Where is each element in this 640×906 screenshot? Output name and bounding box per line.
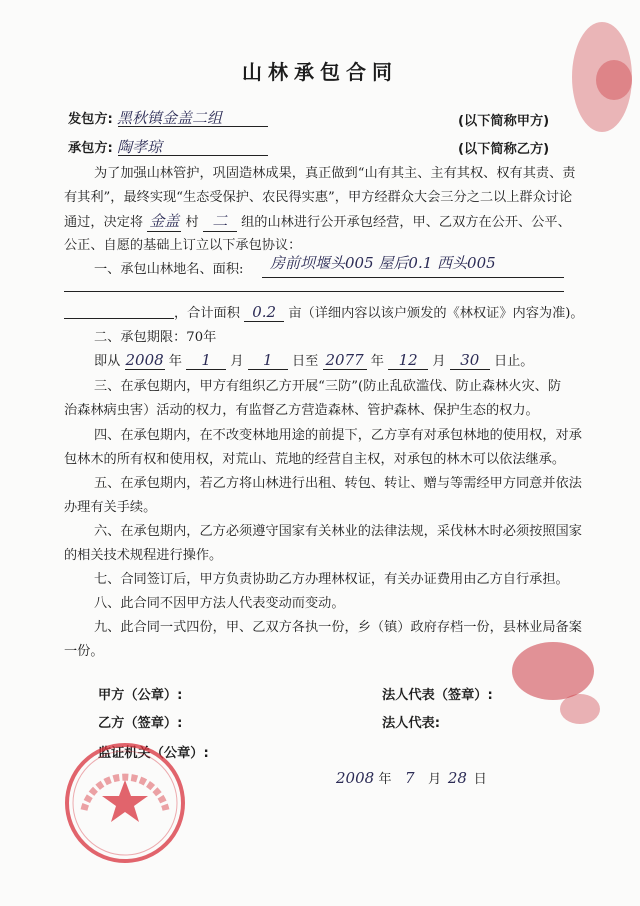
party-b-underline bbox=[118, 155, 268, 156]
item5-line-1: 五、在承包期内，若乙方将山林进行出租、转包、转让、赠与等需经甲方同意并依法 bbox=[94, 476, 582, 491]
party-a-underline bbox=[118, 126, 268, 127]
official-seal-stamp bbox=[62, 740, 188, 866]
date-day: 28 bbox=[447, 769, 467, 787]
end-day: 30 bbox=[450, 351, 490, 370]
item8: 八、此合同不因甲方法人代表变动而变动。 bbox=[94, 596, 345, 611]
fingerprint-stain-small bbox=[560, 694, 600, 724]
start-month: 1 bbox=[186, 351, 226, 370]
contract-title: 山林承包合同 bbox=[242, 60, 398, 84]
supervisor-label: 监证机关（公章）: bbox=[98, 746, 209, 761]
end-year: 2077 bbox=[323, 351, 367, 370]
village-name: 金盖 bbox=[149, 212, 180, 230]
intro-3-part-a: 通过，决定将 bbox=[64, 215, 144, 230]
fingerprint-stain bbox=[512, 642, 594, 700]
intro-line-2: 有其利”，最终实现“生态受保护、农民得实惠”，甲方经群众大会三分之二以上群众讨论 bbox=[64, 190, 573, 205]
sign-date bbox=[336, 768, 487, 787]
item1-underline-2 bbox=[64, 291, 564, 292]
party-b-label: 承包方: bbox=[68, 141, 113, 156]
period-prefix: 即从 bbox=[94, 354, 121, 369]
item5-line-2: 办理有关手续。 bbox=[64, 500, 157, 515]
item6-line-2: 的相关技术规程进行操作。 bbox=[64, 548, 223, 563]
intro-line-3 bbox=[64, 210, 571, 232]
party-b-sign-label: 乙方（签章）: bbox=[98, 716, 183, 731]
item1-total-part-a: ，合计面积 bbox=[174, 306, 240, 321]
item1-underline-1 bbox=[262, 277, 564, 278]
item4-line-1: 四、在承包期内，在不改变林地用途的前提下，乙方享有对承包林地的使用权，对承 bbox=[94, 428, 582, 443]
item6-line-1: 六、在承包期内，乙方必须遵守国家有关林业的法律法规，采伐林木时必须按照国家 bbox=[94, 524, 582, 539]
start-year: 2008 bbox=[125, 351, 164, 369]
item3-line-1: 三、在承包期内，甲方有组织乙方开展“三防”(防止乱砍滥伐、防止森林火灾、防 bbox=[94, 379, 562, 394]
date-day-char: 日 bbox=[473, 772, 487, 787]
item2-term: 二、承包期限：70年 bbox=[94, 330, 217, 345]
party-a-alias: (以下简称甲方) bbox=[458, 114, 550, 129]
item1-total-part-b: 亩（详细内容以该户颁发的《林权证》内容为准)。 bbox=[288, 306, 584, 321]
item1-underline-3 bbox=[64, 318, 174, 319]
item1-label: 一、承包山林地名、面积: bbox=[94, 262, 244, 277]
party-a-label: 发包方: bbox=[68, 112, 113, 127]
intro-line-4: 公正、自愿的基础上订立以下承包协议： bbox=[64, 238, 302, 253]
date-month: 7 bbox=[405, 769, 415, 787]
item1-location-value: 房前坝堰头005 屋后0.1 西头005 bbox=[270, 254, 496, 272]
intro-line-1: 为了加强山林管护，巩固造林成果，真正做到“山有其主、主有其权、权有其责、责 bbox=[94, 166, 576, 181]
item3-line-2: 治森林病虫害）活动的权力，有监督乙方营造森林、管护森林、保护生态的权力。 bbox=[64, 403, 539, 418]
party-b-rep-label: 法人代表: bbox=[382, 716, 441, 731]
date-month-char: 月 bbox=[427, 772, 442, 787]
period-day-1: 日至 bbox=[291, 354, 319, 369]
intro-3-part-c: 组的山林进行公开承包经营，甲、乙双方在公开、公平、 bbox=[241, 215, 571, 230]
item7: 七、合同签订后，甲方负责协助乙方办理林权证，有关办证费用由乙方自行承担。 bbox=[94, 572, 569, 587]
party-b-alias: (以下简称乙方) bbox=[458, 142, 550, 157]
item4-line-2: 包林木的所有权和使用权，对荒山、荒地的经营自主权，对承包的林木可以依法继承。 bbox=[64, 452, 566, 467]
end-month: 12 bbox=[388, 351, 428, 370]
party-a-rep-label: 法人代表（签章）: bbox=[382, 688, 493, 703]
period-year-1: 年 bbox=[168, 354, 182, 369]
party-b-row bbox=[68, 136, 162, 157]
period-row bbox=[94, 350, 534, 370]
item1-total-row bbox=[174, 302, 584, 322]
item9-line-1: 九、此合同一式四份，甲、乙双方各执一份，乡（镇）政府存档一份，县林业局备案 bbox=[94, 620, 582, 635]
party-a-value: 黑秋镇金盖二组 bbox=[117, 109, 223, 127]
period-end: 日止。 bbox=[493, 354, 534, 369]
intro-3-part-b: 村 bbox=[185, 215, 199, 230]
group-number: 二 bbox=[203, 210, 237, 232]
period-year-2: 年 bbox=[370, 354, 384, 369]
start-day: 1 bbox=[248, 351, 288, 370]
item9-line-2: 一份。 bbox=[64, 644, 104, 659]
party-a-row bbox=[68, 107, 222, 128]
period-month-2: 月 bbox=[432, 354, 446, 369]
date-year-char: 年 bbox=[378, 772, 392, 787]
period-month-1: 月 bbox=[230, 354, 244, 369]
party-a-seal-label: 甲方（公章）: bbox=[98, 688, 183, 703]
date-year: 2008 bbox=[336, 769, 375, 787]
total-area-value: 0.2 bbox=[244, 303, 284, 322]
party-b-value: 陶孝琼 bbox=[117, 138, 163, 156]
